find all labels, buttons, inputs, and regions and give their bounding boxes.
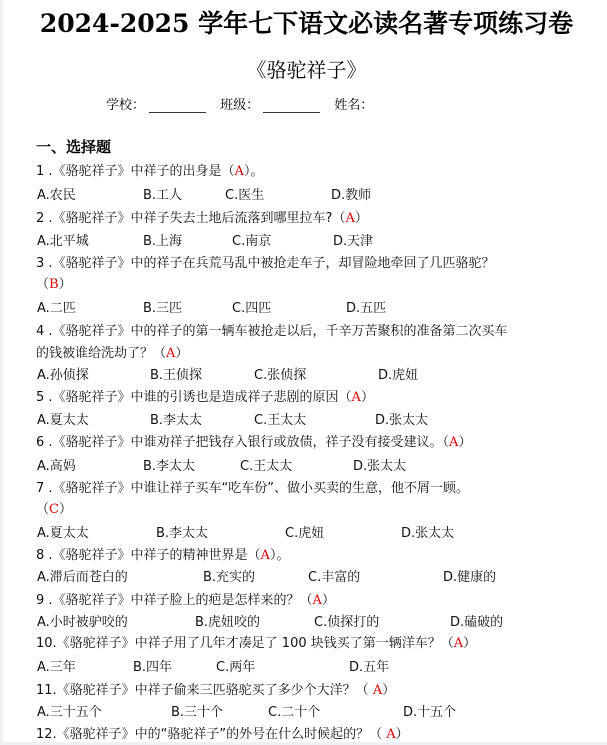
option-c: C.虎妞 (285, 526, 325, 541)
student-info (106, 94, 373, 113)
answer: A (312, 593, 322, 608)
option-c: C.四匹 (232, 301, 272, 316)
section-title: 一、选择题 (36, 138, 112, 156)
class-blank[interactable] (263, 100, 320, 113)
option-a: A.小时被驴咬的 (37, 615, 128, 630)
option-b: B.充实的 (203, 570, 256, 585)
option-b: B.三十个 (171, 705, 224, 720)
question-1: 1 .《骆驼祥子》中祥子的出身是（A）。 (36, 164, 264, 179)
option-d: D.十五个 (403, 705, 457, 720)
answer: A (372, 683, 383, 698)
question-6: 6 .《骆驼祥子》中谁劝祥子把钱存入银行或放债，祥子没有接受建议。（A） (36, 435, 472, 450)
option-a: A.夏太太 (37, 526, 89, 541)
question-5: 5 .《骆驼祥子》中谁的引诱也是造成祥子悲剧的原因（A） (36, 390, 374, 405)
name-label: 姓名： (334, 98, 374, 113)
school-blank[interactable] (149, 100, 206, 113)
question-4-answer-line: 的钱被谁给洗劫了？（A） (36, 346, 189, 361)
option-b: B.三匹 (143, 301, 183, 316)
option-b: B.虎妞咬的 (195, 615, 261, 630)
option-c: C.侦探打的 (314, 615, 380, 630)
answer: C (49, 502, 59, 517)
option-d: D.天津 (333, 234, 374, 249)
option-c: C.王太太 (254, 413, 307, 428)
option-c: C.南京 (232, 234, 272, 249)
answer: A (166, 346, 176, 361)
answer: A (449, 435, 459, 450)
option-d: D.五年 (349, 660, 390, 675)
option-d: D.健康的 (443, 570, 497, 585)
answer: B (49, 277, 59, 292)
option-a: A.三年 (37, 660, 76, 675)
book-title: 《骆驼祥子》 (246, 58, 367, 82)
option-d: D.虎妞 (378, 368, 419, 383)
answer: A (351, 390, 361, 405)
option-a: A.夏太太 (37, 413, 89, 428)
option-b: B.李太太 (143, 459, 196, 474)
option-c: C.丰富的 (308, 570, 361, 585)
answer: A (234, 164, 244, 179)
question-11: 11.《骆驼祥子》中祥子偷来三匹骆驼买了多少个大洋？（ A） (36, 683, 396, 698)
option-a: A.三十五个 (37, 705, 102, 720)
school-label: 学校： (106, 98, 146, 113)
option-d: D.张太太 (401, 526, 455, 541)
option-a: A.高妈 (37, 459, 76, 474)
option-d: D.磕破的 (450, 615, 504, 630)
option-d: D.五匹 (346, 301, 387, 316)
page-title: 2024-2025 学年七下语文必读名著专项练习卷 (39, 9, 574, 38)
option-b: B.工人 (143, 188, 183, 203)
answer: A (453, 636, 464, 651)
option-c: C.王太太 (240, 459, 293, 474)
class-label: 班级： (220, 98, 260, 113)
answer: A (345, 211, 355, 226)
question-7-answer-line: （C） (36, 502, 72, 517)
question-4: 4 .《骆驼祥子》中的祥子的第一辆车被抢走以后，千辛万苦聚积的准备第二次买车 (36, 324, 508, 339)
option-a: A.农民 (37, 188, 76, 203)
question-3-answer-line: （B） (36, 277, 72, 292)
option-c: C.医生 (225, 188, 265, 203)
question-7: 7 .《骆驼祥子》中谁让祥子买车“吃车份”、做小买卖的生意，他不屑一顾。 (36, 481, 470, 496)
question-3: 3 .《骆驼祥子》中的祥子在兵荒马乱中被抢走车子，却冒险地牵回了几匹骆驼？ (36, 256, 495, 271)
question-12: 12.《骆驼祥子》中的“骆驼祥子”的外号在什么时候起的？（ A） (36, 727, 409, 742)
answer: A (260, 548, 270, 563)
option-c: C.张侦探 (254, 368, 307, 383)
question-9: 9 .《骆驼祥子》中祥子脸上的疤是怎样来的？（A） (36, 593, 335, 608)
option-d: D.张太太 (353, 459, 407, 474)
option-a: A.北平城 (37, 234, 89, 249)
answer: A (386, 727, 396, 742)
option-b: B.四年 (133, 660, 173, 675)
option-b: B.李太太 (150, 413, 203, 428)
option-d: D.张太太 (375, 413, 429, 428)
option-c: C.二十个 (268, 705, 321, 720)
option-b: B.上海 (143, 234, 183, 249)
question-10: 10.《骆驼祥子》中祥子用了几年才凑足了 100 块钱买了第一辆洋车？（A） (36, 636, 477, 651)
option-b: B.李太太 (156, 526, 209, 541)
question-8: 8 .《骆驼祥子》中祥子的精神世界是（A）。 (36, 548, 290, 563)
question-2: 2 .《骆驼祥子》中祥子失去土地后流落到哪里拉车?（A） (36, 211, 368, 226)
option-b: B.王侦探 (150, 368, 203, 383)
option-a: A.孙侦探 (37, 368, 89, 383)
option-a: A.二匹 (37, 301, 76, 316)
option-a: A.滞后而苍白的 (37, 570, 128, 585)
option-c: C.两年 (216, 660, 256, 675)
option-d: D.教师 (331, 188, 372, 203)
